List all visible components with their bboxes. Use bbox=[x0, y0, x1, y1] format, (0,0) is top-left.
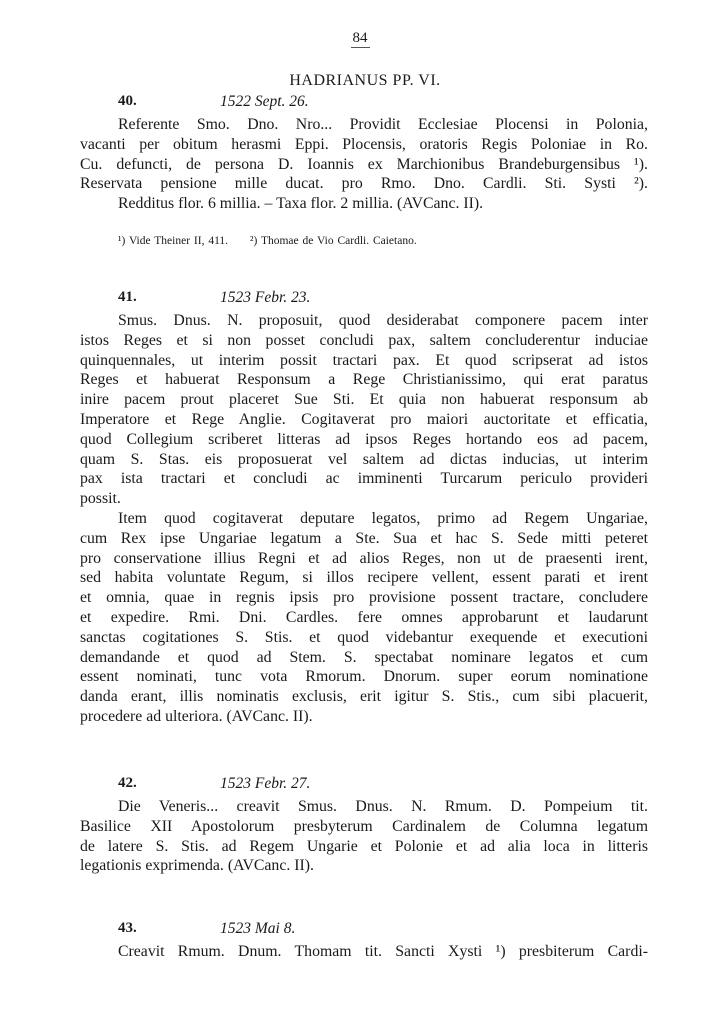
text-line: Referente Smo. Dno. Nro... Providit Ecclesiae Plocensi in Polonia, bbox=[118, 116, 648, 133]
text-line: Die Veneris... creavit Smus. Dnus. N. Rmum. D. Pompeium tit. bbox=[118, 798, 648, 815]
entry-number: 43. bbox=[118, 920, 137, 936]
text-line: pax ista tractari et concludi ac imminenti Turcarum periculo provideri bbox=[80, 470, 648, 488]
text-line: Smus. Dnus. N. proposuit, quod desiderabat componere pacem inter bbox=[118, 312, 648, 329]
text-line: danda erant, illis nominatis exclusis, erit igitur S. Stis., cum sibi placuerit, bbox=[80, 688, 648, 706]
entry-date: 1523 Febr. 27. bbox=[220, 775, 311, 792]
entry-date: 1523 Mai 8. bbox=[220, 920, 296, 937]
text-line: istos Reges et si non posset concludi pax, saltem concluderentur induciae bbox=[80, 331, 648, 349]
entry-paragraph bbox=[80, 115, 648, 214]
text-line: sed habita voluntate Regum, si illos recipere vellent, essent parati et irent bbox=[80, 569, 648, 587]
text-line: Basilice XII Apostolorum presbyterum Cardinalem de Columna legatum bbox=[80, 817, 648, 835]
text-line: possit. bbox=[80, 490, 121, 508]
entry-head bbox=[80, 775, 648, 797]
entry-paragraph bbox=[80, 797, 648, 876]
text-line: de latere S. Stis. ad Regem Ungarie et Polonie et ad alia loca in litteris bbox=[80, 837, 648, 855]
text-line: quinquennales, ut interim possit tractari pax. Et quod scripserat ad istos bbox=[80, 351, 648, 369]
text-line: Item quod cogitaverat deputare legatos, primo ad Regem Ungariae, bbox=[118, 509, 648, 527]
entry-date: 1522 Sept. 26. bbox=[220, 93, 309, 110]
page-number: 84 bbox=[352, 30, 368, 46]
footnotes bbox=[118, 235, 417, 247]
text-line: Redditus flor. 6 millia. – Taxa flor. 2 millia. (AVCanc. II). bbox=[118, 195, 484, 213]
text-line: cum Rex ipse Ungariae legatum a Ste. Sua et hac S. Sede mitti peteret bbox=[80, 529, 648, 547]
text-line: et omnia, quae in regnis ipsis pro provisione possent tractare, concludere bbox=[80, 589, 648, 607]
running-head: HADRIANUS PP. VI. bbox=[289, 72, 441, 89]
entry-number: 40. bbox=[118, 93, 137, 109]
entry-head bbox=[80, 920, 648, 942]
text-line: Reservata pensione mille ducat. pro Rmo. Dno. Cardli. Sti. Systi ²). bbox=[80, 175, 648, 193]
entry-40 bbox=[80, 93, 648, 214]
entry-41 bbox=[80, 289, 648, 727]
text-line: essent nominati, tunc vota Rmorum. Dnorum. super eorum nominatione bbox=[80, 668, 648, 686]
entry-43 bbox=[80, 920, 648, 962]
text-line: demandande et quod ad Stem. S. spectabat nominare legatos et cum bbox=[80, 648, 648, 666]
text-line: quam S. Stas. eis proposuerat vel saltem ad dictas inducias, ut interim bbox=[80, 450, 648, 468]
text-line: sanctas cogitationes S. Stis. et quod videbantur exequende et executioni bbox=[80, 628, 648, 646]
footnote-1: ¹) Vide Theiner II, 411. bbox=[118, 235, 229, 247]
entry-head bbox=[80, 289, 648, 311]
text-line: Creavit Rmum. Dnum. Thomam tit. Sancti Xysti ¹) presbiterum Cardi- bbox=[118, 943, 648, 960]
entry-paragraph bbox=[80, 509, 648, 727]
text-line: legationis exprimenda. (AVCanc. II). bbox=[80, 857, 314, 875]
entry-number: 42. bbox=[118, 775, 137, 791]
text-line: Reges et habuerat Responsum a Rege Christianissimo, qui erat paratus bbox=[80, 371, 648, 389]
entry-date: 1523 Febr. 23. bbox=[220, 289, 311, 306]
text-line: Cu. defuncti, de persona D. Ioannis ex Marchionibus Brandeburgensibus ¹). bbox=[80, 155, 648, 173]
text-line: et expedire. Rmi. Dni. Cardles. fere omnes approbarunt et laudarunt bbox=[80, 608, 648, 626]
footnote-2: ²) Thomae de Vio Cardli. Caietano. bbox=[250, 235, 417, 247]
entry-head bbox=[80, 93, 648, 115]
entry-paragraph bbox=[80, 311, 648, 509]
text-line: pro conservatione illius Regni et ad alios Reges, non ut de praesenti irent, bbox=[80, 549, 648, 567]
entry-paragraph bbox=[80, 942, 648, 962]
text-line: vacanti per obitum herasmi Eppi. Plocensis, oratoris Regis Poloniae in Ro. bbox=[80, 135, 648, 153]
text-line: inire pacem prout placeret Sue Sti. Et quia non habuerat responsum ab bbox=[80, 391, 648, 409]
entry-42 bbox=[80, 775, 648, 876]
text-line: procedere ad ulteriora. (AVCanc. II). bbox=[80, 707, 313, 725]
entry-number: 41. bbox=[118, 289, 137, 305]
text-line: Imperatore et Rege Anglie. Cogitaverat pro maiori auctoritate et efficatia, bbox=[80, 410, 648, 428]
text-line: quod Collegium scriberet litteras ad ipsos Reges hortando eos ad pacem, bbox=[80, 430, 648, 448]
